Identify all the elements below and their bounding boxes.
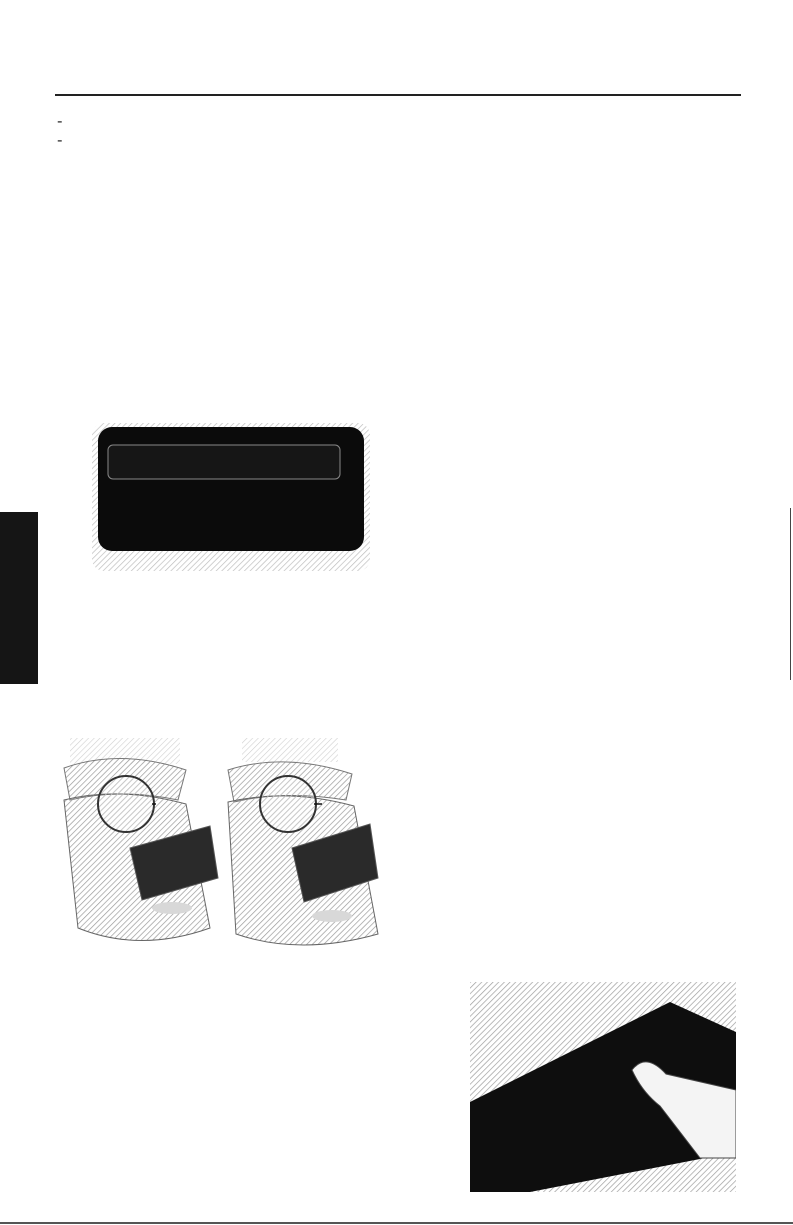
title-rule [55,94,741,96]
language-side-tab [0,512,38,684]
right-column [408,103,740,119]
control-panel-illustration [92,423,370,571]
blender-gap-illustration [60,738,390,948]
list-item: - [57,112,63,130]
dash-list [55,112,390,151]
bottom-rule [0,1222,793,1224]
edge-line [790,508,791,680]
left-column [55,100,390,167]
hand-panel-illustration [470,982,736,1192]
blender-with-gap [64,738,218,941]
list-item: - [57,131,63,150]
blender-no-gap [228,738,378,945]
